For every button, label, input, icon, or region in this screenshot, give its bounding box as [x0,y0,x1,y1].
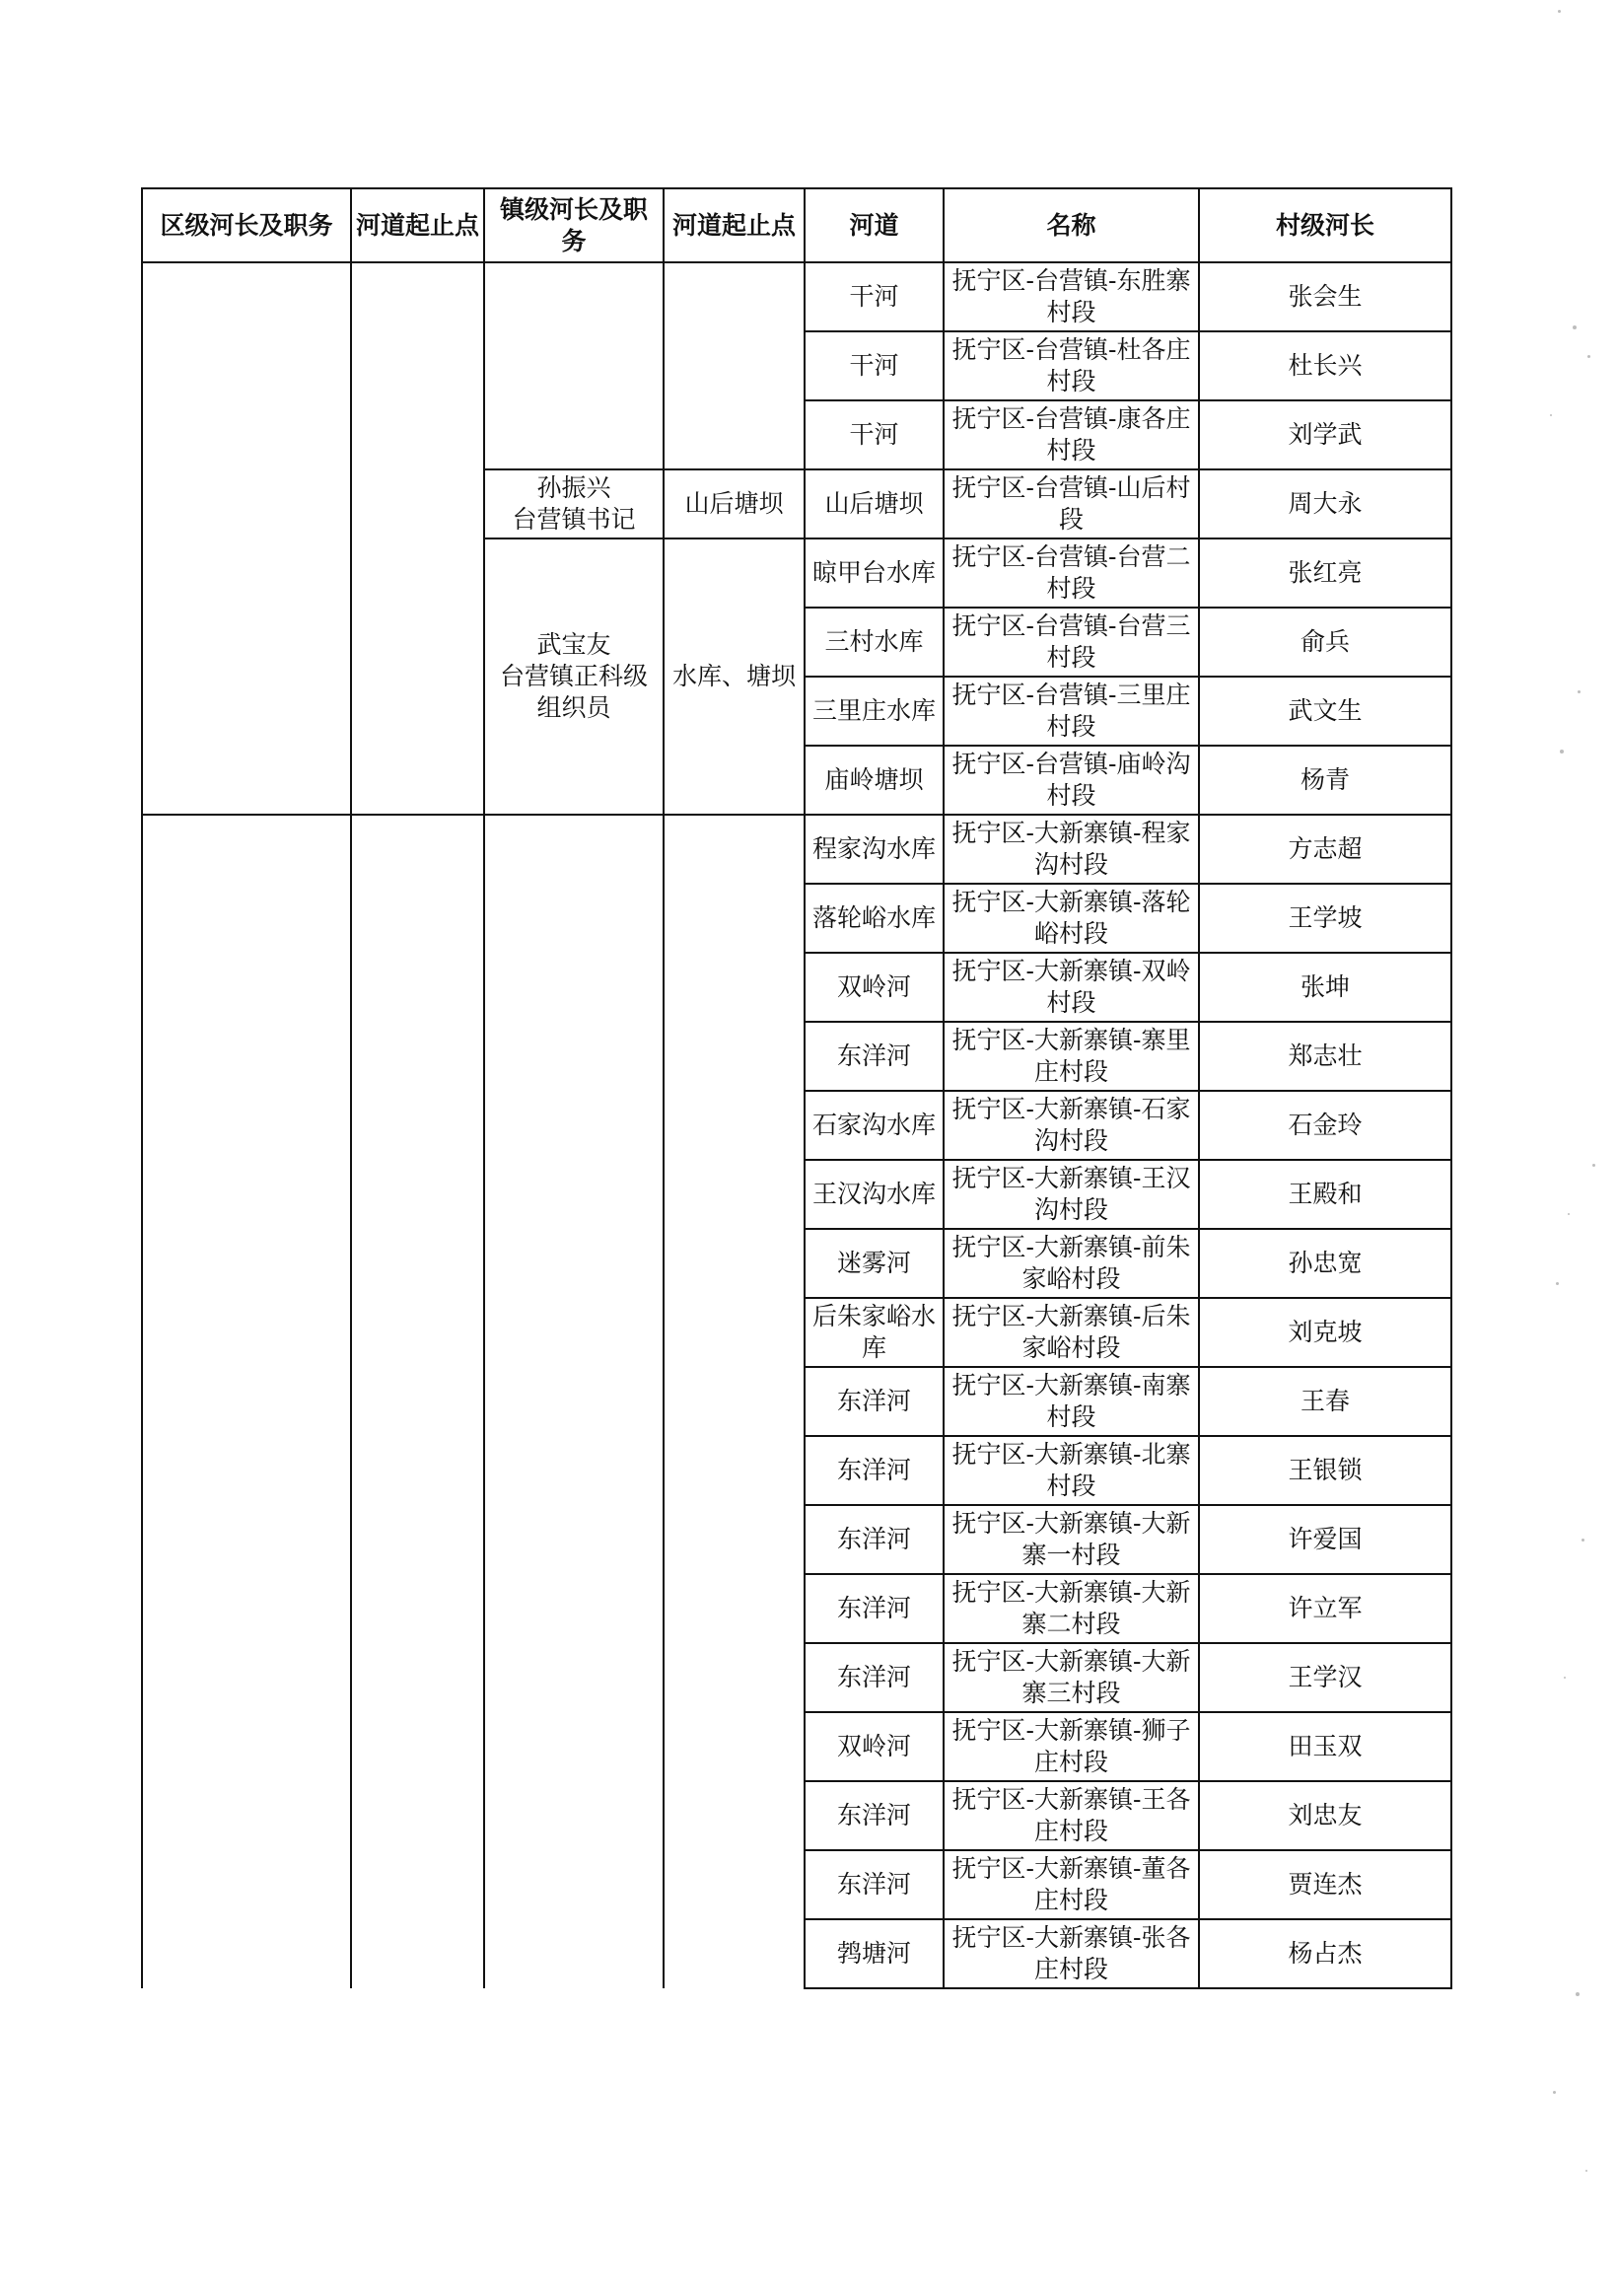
river-chief-table [141,187,1452,1989]
district-range-cell [351,262,484,815]
village-chief-cell: 王学汉 [1199,1643,1451,1712]
segment-name-cell: 抚宁区-台营镇-三里庄村段 [944,677,1199,746]
river-cell: 石家沟水库 [805,1091,944,1160]
segment-name-cell: 抚宁区-台营镇-杜各庄村段 [944,331,1199,400]
village-chief-cell: 许立军 [1199,1574,1451,1643]
river-cell: 鹁塘河 [805,1919,944,1988]
village-chief-cell: 武文生 [1199,677,1451,746]
river-cell: 双岭河 [805,1712,944,1781]
town-range-cell [664,262,805,469]
segment-name-cell: 抚宁区-大新寨镇-狮子庄村段 [944,1712,1199,1781]
village-chief-cell: 郑志壮 [1199,1022,1451,1091]
river-cell: 东洋河 [805,1367,944,1436]
segment-name-cell: 抚宁区-大新寨镇-寨里庄村段 [944,1022,1199,1091]
town-chief-cell [484,262,664,469]
river-cell: 后朱家峪水库 [805,1298,944,1367]
river-cell: 东洋河 [805,1574,944,1643]
header-district-range: 河道起止点 [351,188,484,262]
river-cell: 庙岭塘坝 [805,746,944,815]
river-cell: 干河 [805,331,944,400]
village-chief-cell: 张红亮 [1199,538,1451,608]
village-chief-cell: 杜长兴 [1199,331,1451,400]
town-chief-cell: 孙振兴 台营镇书记 [484,469,664,538]
segment-name-cell: 抚宁区-大新寨镇-南寨村段 [944,1367,1199,1436]
village-chief-cell: 刘学武 [1199,400,1451,469]
river-cell: 双岭河 [805,953,944,1022]
scan-edge-speckles [1538,0,1617,2296]
header-row [142,188,1451,262]
river-cell: 东洋河 [805,1850,944,1919]
header-town-range: 河道起止点 [664,188,805,262]
river-cell: 东洋河 [805,1643,944,1712]
town-range-cell [664,815,805,1988]
village-chief-cell: 贾连杰 [1199,1850,1451,1919]
river-cell: 三里庄水库 [805,677,944,746]
river-cell: 落轮峪水库 [805,884,944,953]
town-chief-cell: 武宝友 台营镇正科级 组织员 [484,538,664,815]
segment-name-cell: 抚宁区-大新寨镇-落轮峪村段 [944,884,1199,953]
village-chief-cell: 张坤 [1199,953,1451,1022]
header-river: 河道 [805,188,944,262]
header-village-chief: 村级河长 [1199,188,1451,262]
segment-name-cell: 抚宁区-台营镇-东胜寨村段 [944,262,1199,331]
town-chief-cell [484,815,664,1988]
village-chief-cell: 田玉双 [1199,1712,1451,1781]
segment-name-cell: 抚宁区-台营镇-台营三村段 [944,608,1199,677]
table-row [142,262,1451,331]
river-cell: 东洋河 [805,1436,944,1505]
river-cell: 晾甲台水库 [805,538,944,608]
segment-name-cell: 抚宁区-大新寨镇-大新寨一村段 [944,1505,1199,1574]
segment-name-cell: 抚宁区-大新寨镇-大新寨二村段 [944,1574,1199,1643]
village-chief-cell: 王学坡 [1199,884,1451,953]
village-chief-cell: 王春 [1199,1367,1451,1436]
segment-name-cell: 抚宁区-大新寨镇-双岭村段 [944,953,1199,1022]
village-chief-cell: 杨占杰 [1199,1919,1451,1988]
village-chief-cell: 孙忠宽 [1199,1229,1451,1298]
segment-name-cell: 抚宁区-大新寨镇-王汉沟村段 [944,1160,1199,1229]
village-chief-cell: 刘克坡 [1199,1298,1451,1367]
segment-name-cell: 抚宁区-大新寨镇-张各庄村段 [944,1919,1199,1988]
village-chief-cell: 王殿和 [1199,1160,1451,1229]
segment-name-cell: 抚宁区-大新寨镇-后朱家峪村段 [944,1298,1199,1367]
village-chief-cell: 方志超 [1199,815,1451,884]
river-cell: 干河 [805,400,944,469]
river-cell: 干河 [805,262,944,331]
district-range-cell [351,815,484,1988]
header-name: 名称 [944,188,1199,262]
river-cell: 迷雾河 [805,1229,944,1298]
village-chief-cell: 王银锁 [1199,1436,1451,1505]
segment-name-cell: 抚宁区-台营镇-山后村段 [944,469,1199,538]
village-chief-cell: 张会生 [1199,262,1451,331]
district-chief-cell [142,815,351,1988]
segment-name-cell: 抚宁区-大新寨镇-程家沟村段 [944,815,1199,884]
segment-name-cell: 抚宁区-大新寨镇-前朱家峪村段 [944,1229,1199,1298]
river-cell: 三村水库 [805,608,944,677]
river-cell: 王汉沟水库 [805,1160,944,1229]
header-district-chief: 区级河长及职务 [142,188,351,262]
village-chief-cell: 许爱国 [1199,1505,1451,1574]
river-cell: 东洋河 [805,1781,944,1850]
segment-name-cell: 抚宁区-台营镇-庙岭沟村段 [944,746,1199,815]
segment-name-cell: 抚宁区-台营镇-康各庄村段 [944,400,1199,469]
village-chief-cell: 刘忠友 [1199,1781,1451,1850]
segment-name-cell: 抚宁区-大新寨镇-董各庄村段 [944,1850,1199,1919]
river-cell: 东洋河 [805,1022,944,1091]
river-cell: 东洋河 [805,1505,944,1574]
river-cell: 山后塘坝 [805,469,944,538]
segment-name-cell: 抚宁区-大新寨镇-北寨村段 [944,1436,1199,1505]
district-chief-cell [142,262,351,815]
town-range-cell: 山后塘坝 [664,469,805,538]
segment-name-cell: 抚宁区-台营镇-台营二村段 [944,538,1199,608]
village-chief-cell: 俞兵 [1199,608,1451,677]
river-cell: 程家沟水库 [805,815,944,884]
segment-name-cell: 抚宁区-大新寨镇-王各庄村段 [944,1781,1199,1850]
village-chief-cell: 杨青 [1199,746,1451,815]
segment-name-cell: 抚宁区-大新寨镇-石家沟村段 [944,1091,1199,1160]
header-town-chief: 镇级河长及职务 [484,188,664,262]
segment-name-cell: 抚宁区-大新寨镇-大新寨三村段 [944,1643,1199,1712]
village-chief-cell: 石金玲 [1199,1091,1451,1160]
village-chief-cell: 周大永 [1199,469,1451,538]
table-row [142,815,1451,884]
town-range-cell: 水库、塘坝 [664,538,805,815]
